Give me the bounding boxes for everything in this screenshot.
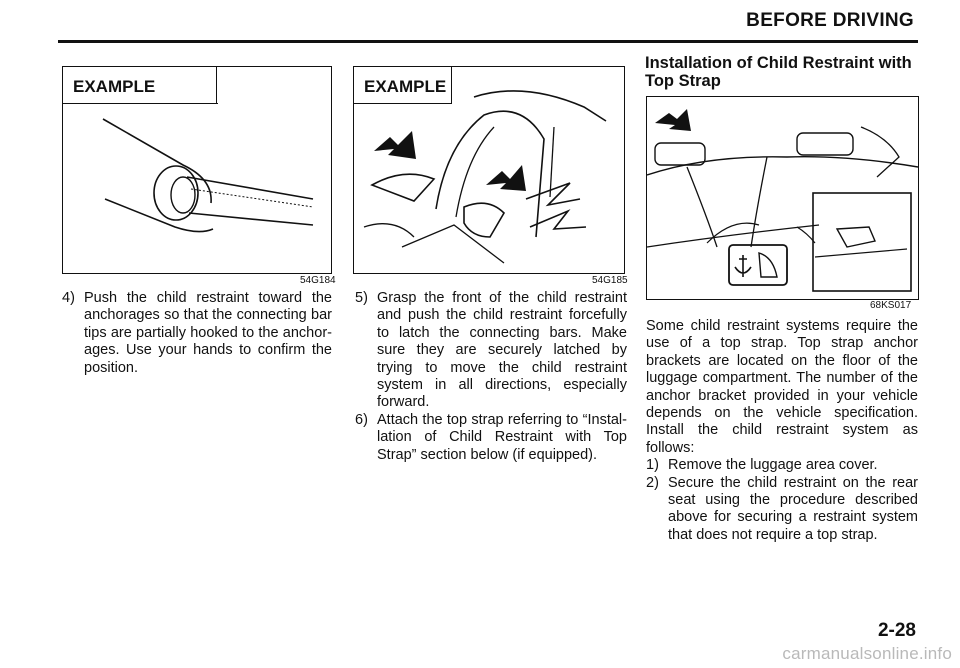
- step-4-text: Push the child restraint toward the anchorages so that the connecting bar tips are partially hooked to the anchorages. Use your hands to confirm the position.: [84, 290, 332, 376]
- step-6-text: Attach the top strap referring to “Installation of Child Restraint with Top Strap” section below (if equipped).: [377, 411, 627, 463]
- figure-1-code-text: 54G184: [300, 275, 336, 286]
- anchorage-illustration: [63, 67, 331, 273]
- step-2-text: Secure the child restraint on the rear seat using the procedure described above for securing a restraint system that does not require a top strap.: [668, 474, 918, 543]
- header-rule: [58, 40, 918, 43]
- rear-seat-top-strap-illustration: [647, 97, 918, 299]
- figure-2-label: EXAMPLE: [364, 77, 447, 96]
- step-1-number: 1): [646, 457, 659, 474]
- step-6-number: 6): [355, 411, 368, 428]
- step-5-text: Grasp the front of the child restraint and push the child restraint forcefully to latch the connecting bars. Make sure they are securely latched by trying to move the child restraint system in all directions, especially forward.: [377, 290, 627, 411]
- step-4-number: 4): [62, 290, 75, 306]
- header-title: BEFORE DRIVING: [746, 10, 914, 31]
- step-4: [62, 290, 332, 377]
- figure-1-label: EXAMPLE: [73, 77, 156, 96]
- figure-3-code-text: 68KS017: [870, 300, 912, 311]
- step-5-number: 5): [355, 290, 368, 306]
- step-1-text: Remove the luggage area cover.: [668, 457, 878, 474]
- watermark: carmanualsonline.info: [782, 644, 952, 663]
- section-body: [646, 318, 918, 544]
- figure-2-code-text: 54G185: [592, 275, 628, 286]
- page-number: 2-28: [877, 620, 916, 641]
- child-seat-push-illustration: [354, 67, 624, 273]
- steps-5-6: [355, 290, 627, 464]
- figure-3: [646, 96, 919, 300]
- section-title: Installation of Child Restraint with Top Strap: [645, 54, 912, 90]
- section-intro: Some child restraint systems require the use of a top strap. Top strap anchor brackets are located on the floor of the luggage compartment. The number of the anchor bracket provided in your vehicle depends on the vehicle specification. Install the child restraint system as follows:: [646, 318, 918, 456]
- step-2-number: 2): [646, 474, 659, 491]
- figure-2: [353, 66, 625, 274]
- figure-1: [62, 66, 332, 274]
